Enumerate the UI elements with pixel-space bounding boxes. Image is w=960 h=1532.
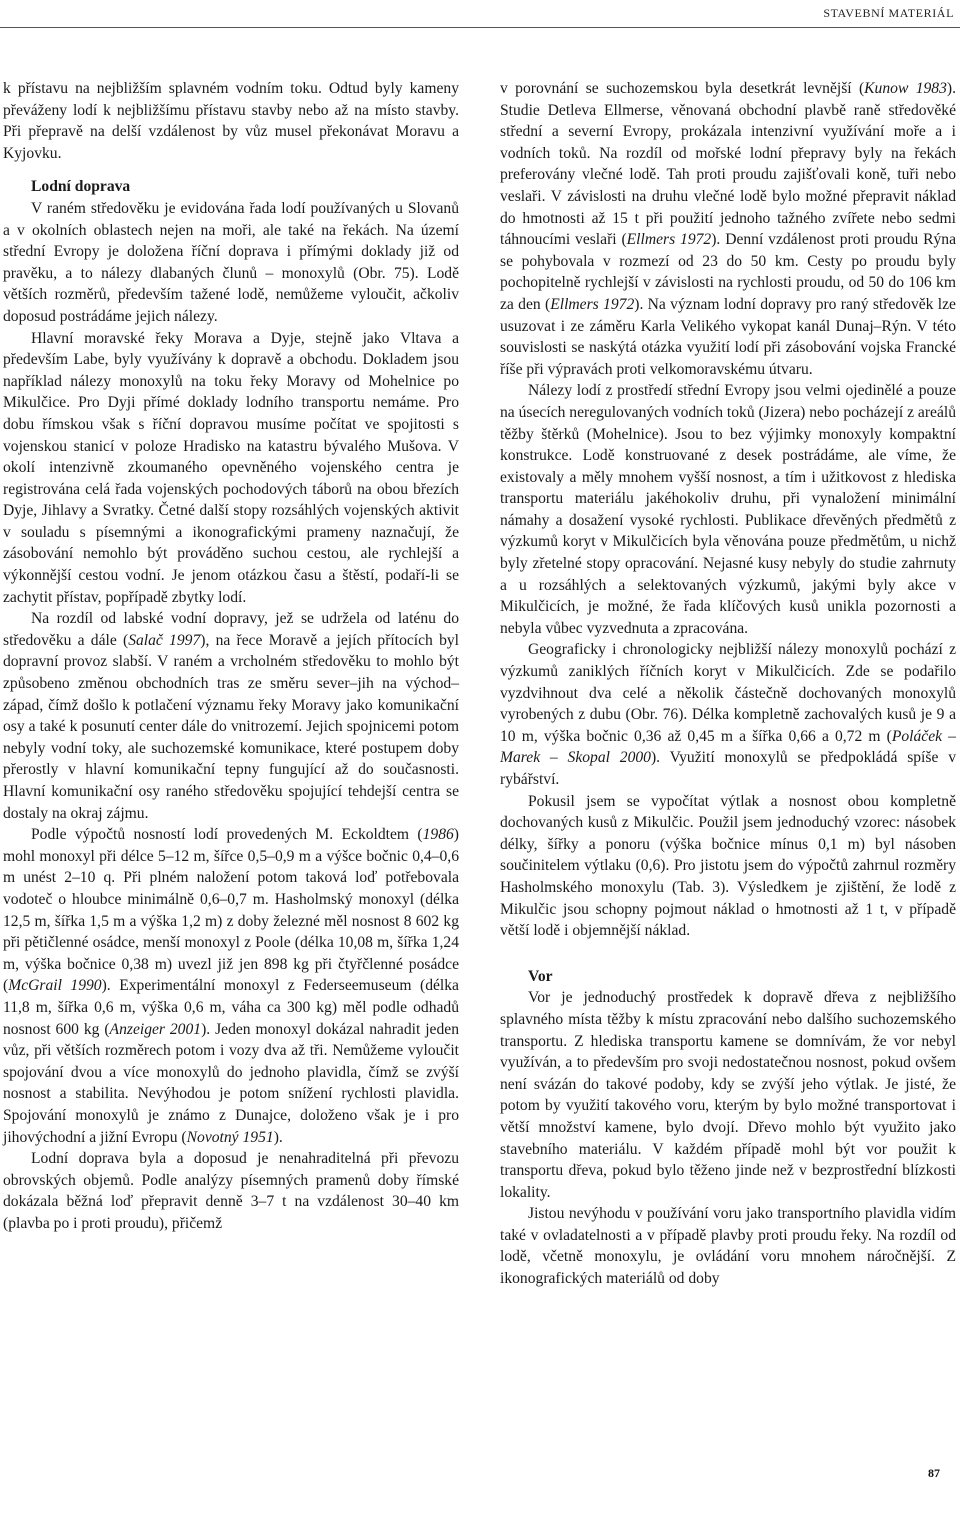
- citation: Ellmers 1972: [626, 231, 712, 249]
- paragraph: [3, 608, 459, 824]
- page-number: 87: [928, 1466, 940, 1480]
- text: Geograficky i chronologicky nejbližší nálezy monoxylů pochází z výzkumů zaniklých říčních koryt v Mikulčicích. Zde se podařilo vyzdvihnout dva celé a několik částečně dochovaných monoxylů vyrobených z dubu (Obr. 76). Délka kompletně zachovalých kusů je 9 a 10 m, výška bočnic 0,36 až 0,45 m a šířka 0,66 a 0,72 m (: [500, 641, 956, 745]
- citation: Ellmers 1972: [550, 295, 635, 313]
- section-heading-lodni-doprava: Lodní doprava: [31, 178, 131, 196]
- text: Podle výpočtů nosností lodí provedených M. Eckoldtem (: [31, 826, 423, 844]
- citation: Salač 1997: [128, 631, 201, 649]
- paragraph: k přístavu na nejbližším splavném vodním toku. Odtud byly kameny převáženy lodí k nejbližšímu přístavu stavby nebo až na místo stavby. Při přepravě na delší vzdálenost by vůz musel překonávat Moravu a Kyjovku.: [3, 80, 459, 162]
- section-heading-vor: Vor: [528, 967, 553, 985]
- paragraph: Vor je jednoduchý prostředek k dopravě dřeva z nejbližšího splavného místa těžby k místu zpracování nebo dalšího suchozemského transportu. Z hlediska transportu kamene se domnívám, že vor nebyl využíván, a to především pro svoji nedostatečnou nosnost, pokud ovšem není svázán do takové podoby, kdy se zvýší jeho výtlak. Je jisté, že potom by využití takového voru, kterým by bylo možné transportovat i větší množství kamene, bylo dvojí. Dřevo mohlo být využito jako stavebního materiálu. V každém případě mohl být vor použit k transportu dřeva, pokud bylo těženo jinde než v bezprostřední blízkosti lokality.: [500, 989, 956, 1201]
- text: v porovnání se suchozemskou byla desetkrát levnější (: [500, 80, 865, 97]
- paragraph: [3, 824, 459, 1148]
- paragraph: Hlavní moravské řeky Morava a Dyje, stejně jako Vltava a především Labe, byly využívány k dopravě a obchodu. Dokladem jsou například nálezy monoxylů na toku řeky Moravy od Mohelnice po Mikulčice. Pro Dyji přímé doklady lodního transportu nemáme. Pro dobu římskou však s říční dopravou musíme počítat ve spojitosti s vojenskou stanicí v poloze Hradisko na katastru bývalého Mušova. V okolí intenzivně zkoumaného opevněného vojenského centra je registrována celá řada vojenských pochodových táborů na obou březích Dyje, Jihlavy a Svratky. Četné další stopy rozsáhlých vojenských aktivit v souladu s písemnými a ikonografickými prameny naznačují, že zásobování nemohlo být prováděno suchou cestou, ale rychlejší a výkonnější cestou vodní. Je jenom otázkou času a štěstí, podaří-li se zachytit přístav, popřípadě zbytky lodí.: [3, 329, 459, 606]
- running-head: STAVEBNÍ MATERIÁL: [823, 6, 954, 20]
- paragraph: [500, 639, 956, 790]
- paragraph: [500, 78, 956, 380]
- citation: Kunow 1983: [864, 80, 947, 97]
- text: ). Na význam lodní dopravy pro raný středověk lze usuzovat i ze záměru Karla Velikého vykopat kanál Dunaj–Rýn. V této souvislosti se naskýtá otázka využití lodí při zásobování vojska Francké říše při výpravách proti velkomoravskému útvaru.: [500, 295, 956, 378]
- paragraph: Pokusil jsem se vypočítat výtlak a nosnost obou kompletně dochovaných kusů z Mikulčic. Použil jsem jednoduchý vzorec: násobek délky, šířky a ponoru (výška bočnice mínus 0,1 m) byl násoben součinitelem výtlaku (0,6). Pro jistotu jsem do výpočtů zahrnul rozměry Hasholmského monoxylu (Tab. 3). Výsledkem je zjištění, že lodě z Mikulčic jsou schopny pojmout náklad o hmotnosti až 1 t, v případě větší lodě i objemnější náklad.: [500, 792, 956, 940]
- left-column: [3, 78, 459, 1234]
- paragraph: V raném středověku je evidována řada lodí používaných u Slovanů a v okolních oblastech nejen na moři, ale také na řekách. Na území střední Evropy je doložena říční doprava i přímými doklady již od pravěku, a to nálezy dlabaných člunů – monoxylů (Obr. 75). Lodě větších rozměrů, především tažené lodě, nemůžeme vyloučit, ačkoliv doposud postrádáme jejich nálezy.: [3, 199, 459, 325]
- text: ). Studie Detleva Ellmerse, věnovaná obchodní plavbě raně středověké střední a severní Evropy, prokázala intenzivní využívání moře a i vodních toků. Na rozdíl od mořské lodní přepravy byly na řekách preferovány vlečné lodě. Tah proti proudu zajišťovali koně, tuři nebo veslaři. V závislosti na druhu vlečné lodě bylo možné přepravit náklad do hmotnosti až 15 t při použití jednoho tažného zvířete nebo sedmi táhnoucími veslaři (: [500, 80, 956, 249]
- paragraph: Nálezy lodí z prostředí střední Evropy jsou velmi ojedinělé a pouze na úsecích neregulovaných vodních toků (Jizera) nebo pocházejí z areálů těžby štěrků (Mohelnice). Jsou to bez výjimky monoxyly kompaktní konstrukce. Lodě konstruované z desek postrádáme, ale víme, že existovaly a měly mnohem vyšší nosnost, a tím i užitkovost z hlediska transportu materiálu jakéhokoliv druhu, při vynaložení minimální námahy a dosažení vysoké rychlosti. Publikace dřevěných předmětů z výzkumů koryt v Mikulčicích byla věnována pouze předmětům, u nichž byly zřetelné stopy opracování. Nejasné kusy nebyly do studie zahrnuty a u rozsáhlých a selektovaných výzkumů, jakými byly akce v Mikulčicích, je možné, že řada klíčových kusů unikla pozornosti a nebyla vůbec vyzvednuta a zpracována.: [500, 382, 956, 637]
- citation: Anzeiger 2001: [109, 1020, 202, 1038]
- text: ). Experimentální monoxyl z Federseemuseum (délka 11,8 m, šířka 0,6 m, výška 0,6 m, váha ca 300 kg) měl podle odhadů nosnost 600 kg (: [3, 977, 459, 1038]
- right-column: [500, 78, 956, 1290]
- citation: McGrail 1990: [8, 977, 102, 995]
- text: ), na řece Moravě a jejích přítocích byl dopravní provoz slabší. V raném a vrcholném středověku to mohlo být způsobeno změnou obchodních tras ze směru sever–jih na východ–západ, čímž došlo k potlačení významu řeky Moravy jako komunikační osy a také k posunutí center dále do vnitrozemí. Jejich spojnicemi potom nebyly vodní toky, ale suchozemské komunikace, které postupem doby přerostly v hlavní komunikační tepny fungující až do současnosti. Hlavní komunikační osy raného středověku spojující tehdejší centra se dostaly na okraj zájmu.: [3, 631, 459, 822]
- citation: Novotný 1951: [186, 1128, 274, 1146]
- citation: Poláček – Marek – Skopal 2000: [500, 727, 956, 767]
- text: ). Jeden monoxyl dokázal nahradit jeden vůz, při větších rozměrech potom i vozy dva až tři. Nemůžeme vyloučit spojování dvou a více monoxylů do jednoho plavidla, čímž se zvýší nosnost a stabilita. Nevýhodou je potom snížení rychlosti plavidla. Spojování monoxylů je známo z Dunajce, doloženo však je i pro jihovýchodní a jižní Evropu (: [3, 1020, 459, 1146]
- header-rule: [0, 27, 960, 28]
- text: ) mohl monoxyl při délce 5–12 m, šířce 0,5–0,9 m a výšce bočnic 0,4–0,6 m unést 2–10 q. Při plném naložení potom taková loď potřebovala vodoteč o hloubce minimálně 0,6–0,7 m. Hasholmský monoxyl (délka 12,5 m, šířka 1,5 m a výška 1,2 m) z doby železné měl nosnost 8 602 kg při pětičlenné osádce, menší monoxyl z Poole (délka 10,08 m, šířka 1,24 m, výška bočnice 0,38 m) uvezl již jen 898 kg při čtyřčlenné posádce (: [3, 826, 459, 995]
- text: ). Denní vzdálenost proti proudu Rýna se pohybovala v rozmezí od 23 do 50 km. Cesty po proudu byly pochopitelně rychlejší v závislosti na rychlosti proudu, od 50 do 106 km za den (: [500, 231, 956, 313]
- text: Na rozdíl od labské vodní dopravy, jež se udržela od laténu do středověku a dále (: [3, 610, 459, 649]
- paragraph: Jistou nevýhodu v používání voru jako transportního plavidla vidím také v ovladatelnosti a v případě plavby proti proudu řeky. Na rozdíl od lodě, včetně monoxylu, je ovládání voru mnohem náročnější. Z ikonografických materiálů od doby: [500, 1205, 956, 1288]
- text: ). Využití monoxylů se předpokládá spíše v rybářství.: [500, 749, 956, 788]
- citation: 1986: [422, 826, 454, 844]
- paragraph: Lodní doprava byla a doposud je nenahraditelná při převozu obrovských objemů. Podle analýzy písemných pramenů doby římské dokázala běžná loď přepravit denně 3–7 t na vzdálenost 30–40 km (plavba po i proti proudu), přičemž: [3, 1150, 459, 1232]
- text: ).: [273, 1128, 283, 1146]
